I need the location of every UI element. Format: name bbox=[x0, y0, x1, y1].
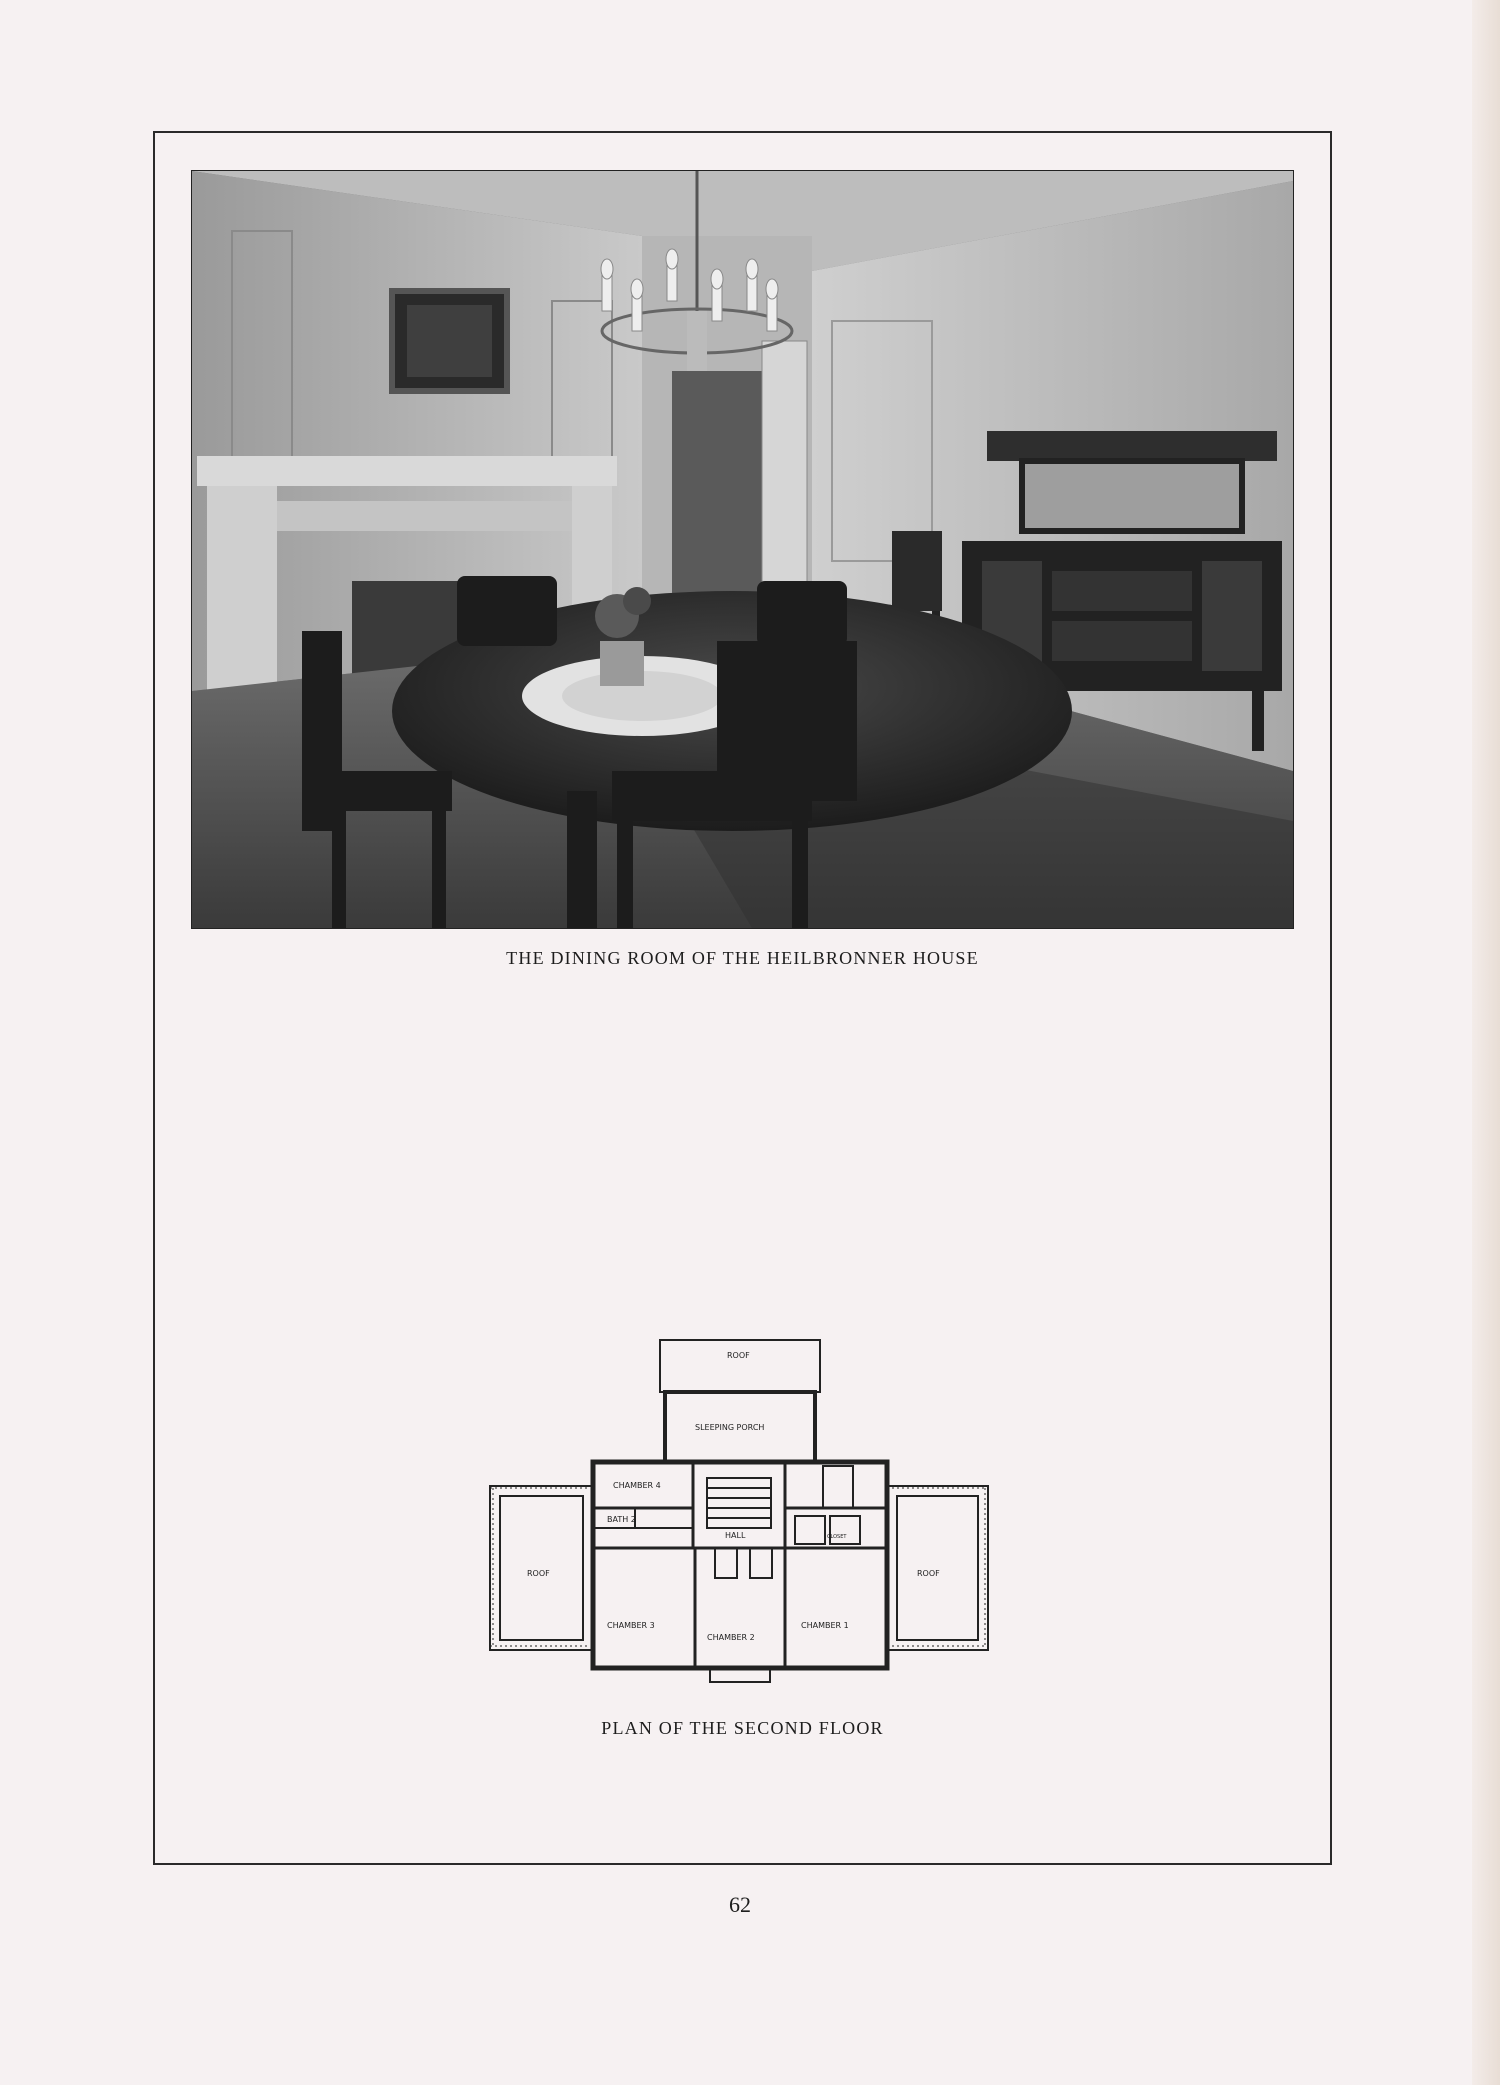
plan-label-closet: CLOSET bbox=[827, 1534, 847, 1540]
plan-label-sleeping-porch: SLEEPING PORCH bbox=[695, 1423, 765, 1432]
second-floor-plan bbox=[485, 1338, 993, 1696]
photo-caption: THE DINING ROOM OF THE HEILBRONNER HOUSE bbox=[506, 948, 979, 968]
floor-plan-drawing bbox=[485, 1338, 993, 1696]
plan-caption: PLAN OF THE SECOND FLOOR bbox=[601, 1718, 884, 1738]
plan-label-chamber-1: CHAMBER 1 bbox=[801, 1621, 849, 1630]
plan-label-bath-2: BATH 2 bbox=[607, 1515, 636, 1524]
plan-label-roof-left: ROOF bbox=[527, 1569, 550, 1578]
dining-room-photo-image bbox=[192, 171, 1293, 928]
page-number: 62 bbox=[729, 1892, 751, 1917]
plan-label-chamber-2: CHAMBER 2 bbox=[707, 1633, 755, 1642]
plan-label-chamber-4: CHAMBER 4 bbox=[613, 1481, 661, 1490]
dining-room-photo bbox=[191, 170, 1294, 929]
plan-label-roof-right: ROOF bbox=[917, 1569, 940, 1578]
page-edge bbox=[1472, 0, 1500, 2085]
plan-label-hall: HALL bbox=[725, 1531, 746, 1540]
plan-label-chamber-3: CHAMBER 3 bbox=[607, 1621, 655, 1630]
plan-label-roof-top: ROOF bbox=[727, 1351, 750, 1360]
